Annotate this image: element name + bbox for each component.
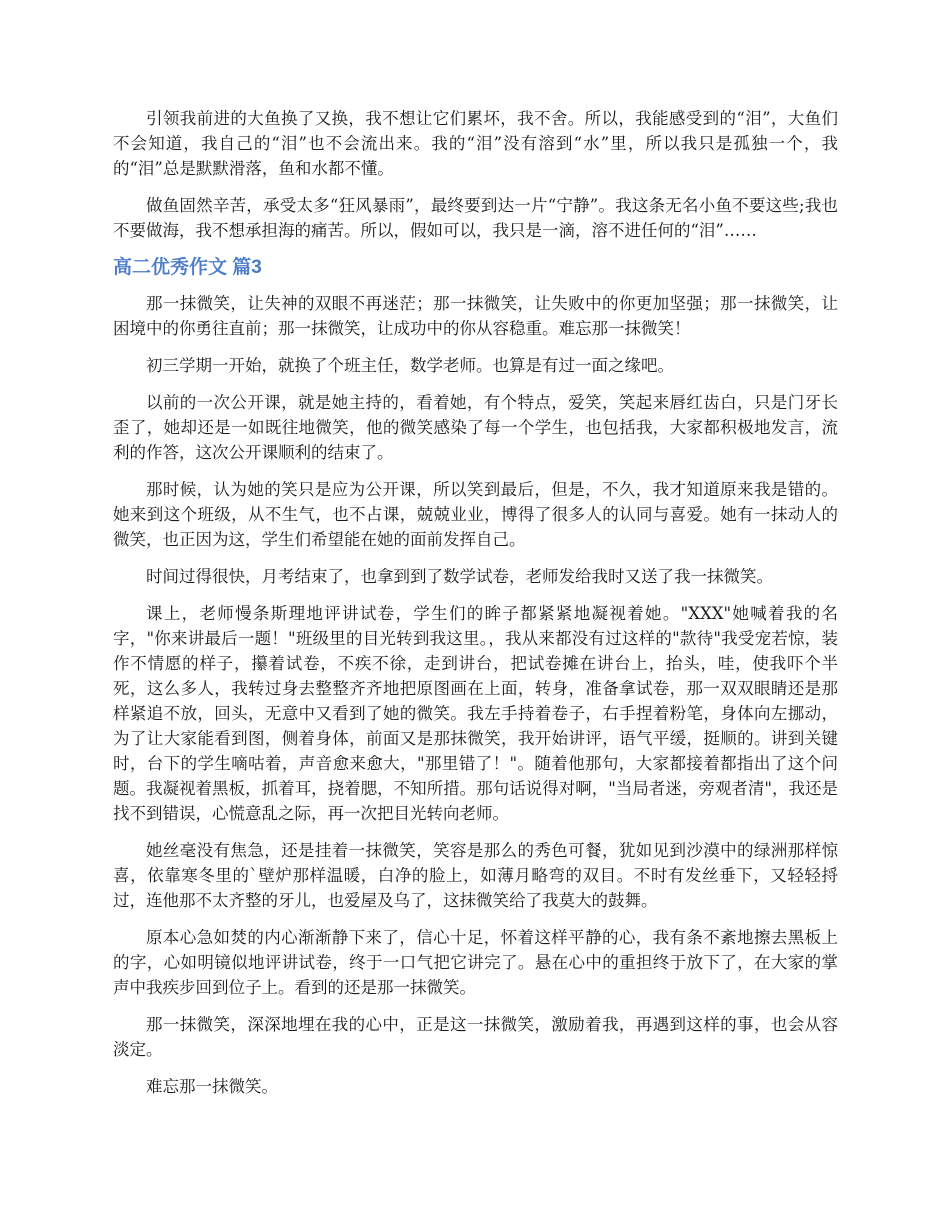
paragraph: 难忘那一抹微笑。 (146, 1077, 278, 1096)
section-heading: 高二优秀作文 篇3 (113, 257, 262, 278)
paragraph: 初三学期一开始，就换了个班主任，数学老师。也算是有过一面之缘吧。 (146, 356, 674, 375)
paragraph: 她丝毫没有焦急，还是挂着一抹微笑，笑容是那么的秀色可餐，犹如见到沙漠中的绿洲那样惊喜，依靠寒冬里的`壁炉那样温暖，白净的脸上，如薄月略弯的双目。不时有发丝垂下，又轻轻捋过，连他那不太齐整的牙儿，也爱屋及乌了，这抹微笑给了我莫大的鼓舞。 (113, 841, 838, 910)
paragraph: 那一抹微笑，让失神的双眼不再迷茫；那一抹微笑，让失败中的你更加坚强；那一抹微笑，让困境中的你勇往直前；那一抹微笑，让成功中的你从容稳重。难忘那一抹微笑！ (113, 294, 838, 338)
paragraph: 以前的一次公开课，就是她主持的，看着她，有个特点，爱笑，笑起来唇红齿白，只是门牙长歪了，她却还是一如既往地微笑，他的微笑感染了每一个学生，也包括我，大家都积极地发言，流利的作答，这次公开课顺利的结束了。 (113, 393, 838, 462)
document-page (113, 106, 838, 1111)
paragraph: 时间过得很快，月考结束了，也拿到到了数学试卷，老师发给我时又送了我一抹微笑。 (146, 567, 773, 586)
paragraph: 引领我前进的大鱼换了又换，我不想让它们累坏，我不舍。所以，我能感受到的“泪”，大鱼们不会知道，我自己的“泪”也不会流出来。我的“泪”没有溶到“水”里，所以我只是孤独一个，我的“泪”总是默默滑落，鱼和水都不懂。 (113, 109, 838, 178)
paragraph: 那时候，认为她的笑只是应为公开课，所以笑到最后，但是，不久，我才知道原来我是错的。她来到这个班级，从不生气，也不占课，兢兢业业，博得了很多人的认同与喜爱。她有一抹动人的微笑，也正因为这，学生们希望能在她的面前发挥自己。 (113, 480, 838, 549)
paragraph: 那一抹微笑，深深地埋在我的心中，正是这一抹微笑，激励着我，再遇到这样的事，也会从容淡定。 (113, 1015, 838, 1059)
paragraph: 课上，老师慢条斯理地评讲试卷，学生们的眸子都紧紧地凝视着她。"XXX"她喊着我的名字，"你来讲最后一题！"班级里的目光转到我这里。，我从来都没有过这样的"款待"我受宠若惊，装作不情愿的样子，攥着试卷，不疾不徐，走到讲台，把试卷摊在讲台上，抬头，哇，使我吓个半死，这么多人，我转过身去整整齐齐地把原图画在上面，转身，准备拿试卷，那一双双眼睛还是那样紧追不放，回头，无意中又看到了她的微笑。我左手持着卷子，右手捏着粉笔，身体向左挪动，为了让大家能看到图，侧着身体，前面又是那抹微笑，我开始讲评，语气平缓，挺顺的。讲到关键时，台下的学生嘀咕着，声音愈来愈大，"那里错了！"。随着他那句，大家都接着都指出了这个问题。我凝视着黑板，抓着耳，挠着腮，不知所措。那句话说得对啊，"当局者迷，旁观者清"，我还是找不到错误，心慌意乱之际，再一次把目光转向老师。 (113, 604, 838, 823)
paragraph: 做鱼固然辛苦，承受太多“狂风暴雨”，最终要到达一片“宁静”。我这条无名小鱼不要这些;我也不要做海，我不想承担海的痛苦。所以，假如可以，我只是一滴，溶不进任何的“泪”…… (113, 196, 838, 240)
paragraph: 原本心急如焚的内心渐渐静下来了，信心十足，怀着这样平静的心，我有条不紊地擦去黑板上的字，心如明镜似地评讲试卷，终于一口气把它讲完了。悬在心中的重担终于放下了，在大家的掌声中我疾步回到位子上。看到的还是那一抹微笑。 (113, 928, 838, 997)
